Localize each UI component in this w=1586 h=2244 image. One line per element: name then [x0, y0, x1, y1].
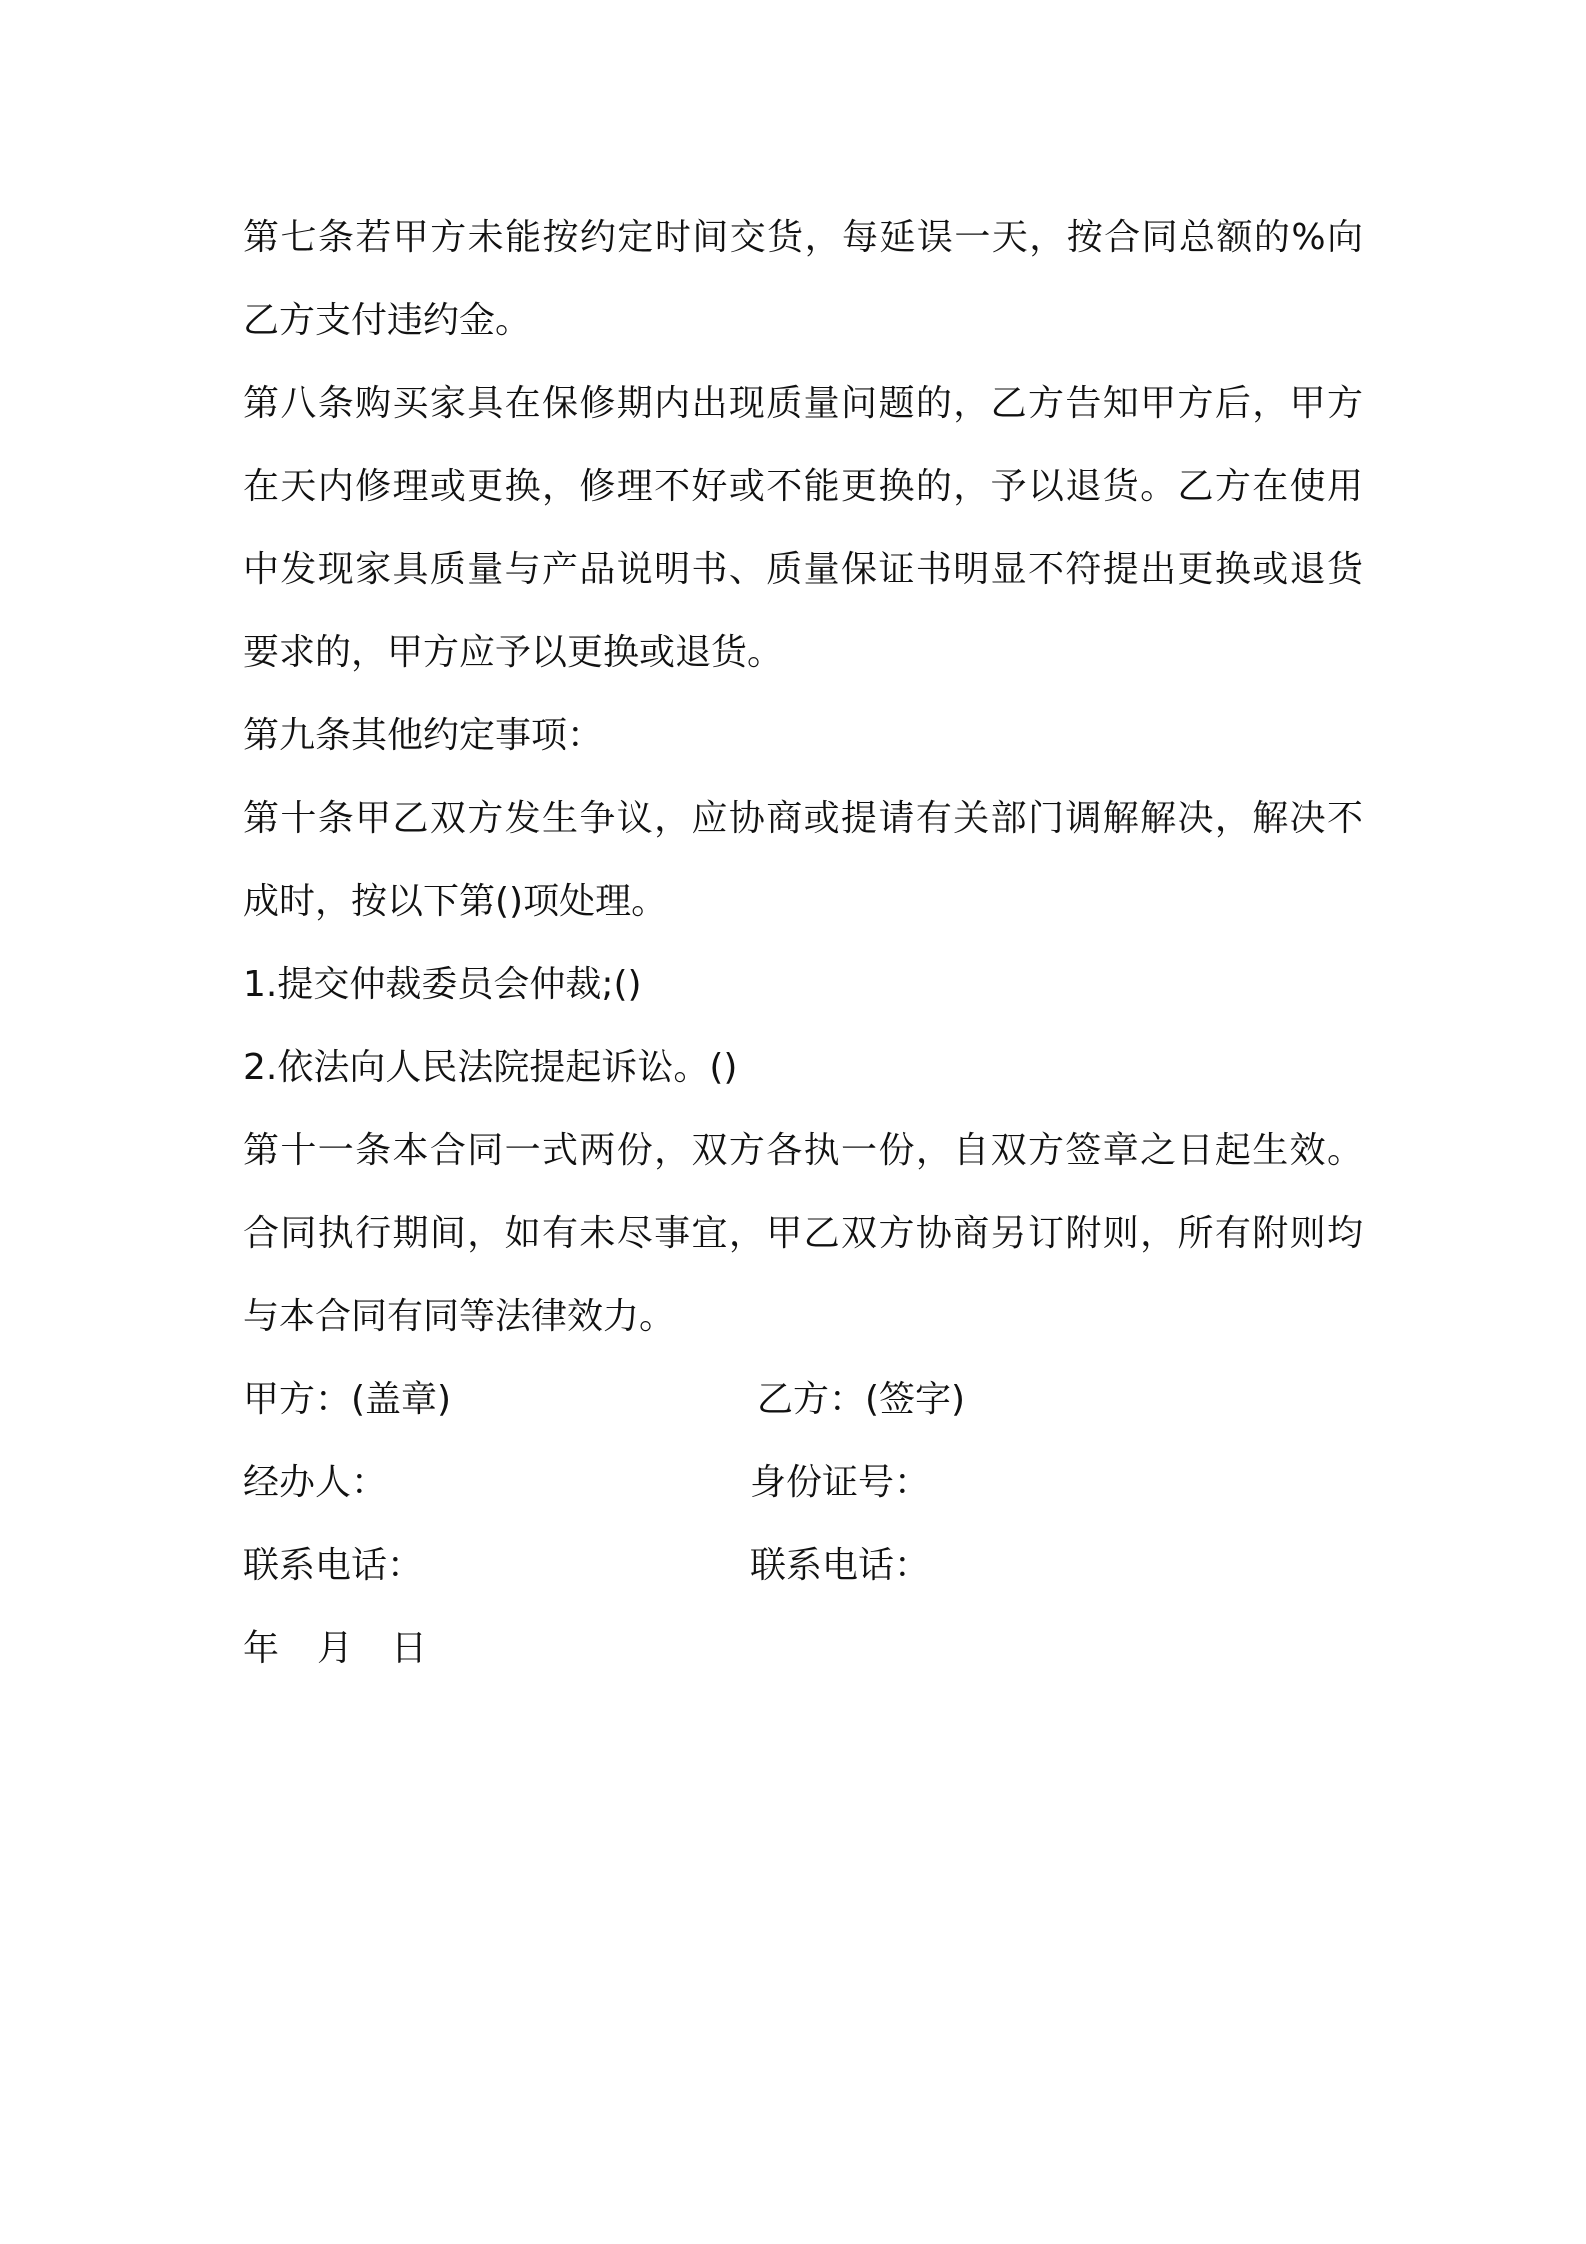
article-10 [243, 777, 1363, 943]
article-11 [243, 1109, 1363, 1358]
signature-row-phone [243, 1524, 1363, 1607]
id-number-label: 身份证号： [750, 1462, 931, 1503]
article-11-line-2: 合同执行期间，如有未尽事宜，甲乙双方协商另订附则，所有附则均 [243, 1213, 1363, 1254]
date-line [243, 1607, 1363, 1690]
party-a-label: 甲方：(盖章) [243, 1379, 452, 1420]
dispute-option-1: 1.提交仲裁委员会仲裁;() [243, 964, 642, 1005]
article-7-line-2: 乙方支付违约金。 [243, 300, 532, 341]
article-8 [243, 362, 1363, 694]
party-b-phone-label: 联系电话： [750, 1545, 931, 1586]
party-a-phone-label: 联系电话： [243, 1545, 424, 1586]
article-10-line-2: 成时，按以下第()项处理。 [243, 881, 668, 922]
article-8-line-4: 要求的，甲方应予以更换或退货。 [243, 632, 784, 673]
article-7-line-1: 第七条若甲方未能按约定时间交货，每延误一天，按合同总额的%向 [243, 217, 1363, 258]
date-day: 日 [391, 1628, 428, 1669]
agent-label: 经办人： [243, 1462, 388, 1503]
signature-row-parties [243, 1358, 1363, 1441]
article-7 [243, 196, 1363, 362]
signature-row-agent [243, 1441, 1363, 1524]
party-b-label: 乙方：(签字) [757, 1379, 966, 1420]
article-11-line-3: 与本合同有同等法律效力。 [243, 1296, 676, 1337]
article-8-line-3: 中发现家具质量与产品说明书、质量保证书明显不符提出更换或退货 [243, 549, 1363, 590]
contract-body [243, 196, 1363, 1690]
date-year: 年 [243, 1628, 280, 1669]
article-10-line-1: 第十条甲乙双方发生争议，应协商或提请有关部门调解解决，解决不 [243, 798, 1363, 839]
article-8-line-2: 在天内修理或更换，修理不好或不能更换的，予以退货。乙方在使用 [243, 466, 1363, 507]
article-8-line-1: 第八条购买家具在保修期内出现质量问题的，乙方告知甲方后，甲方 [243, 383, 1363, 424]
dispute-option-2: 2.依法向人民法院提起诉讼。() [243, 1047, 738, 1088]
article-11-line-1: 第十一条本合同一式两份，双方各执一份，自双方签章之日起生效。 [243, 1130, 1363, 1171]
signature-block [243, 1358, 1363, 1690]
date-month: 月 [317, 1628, 354, 1669]
article-9: 第九条其他约定事项： [243, 715, 604, 756]
